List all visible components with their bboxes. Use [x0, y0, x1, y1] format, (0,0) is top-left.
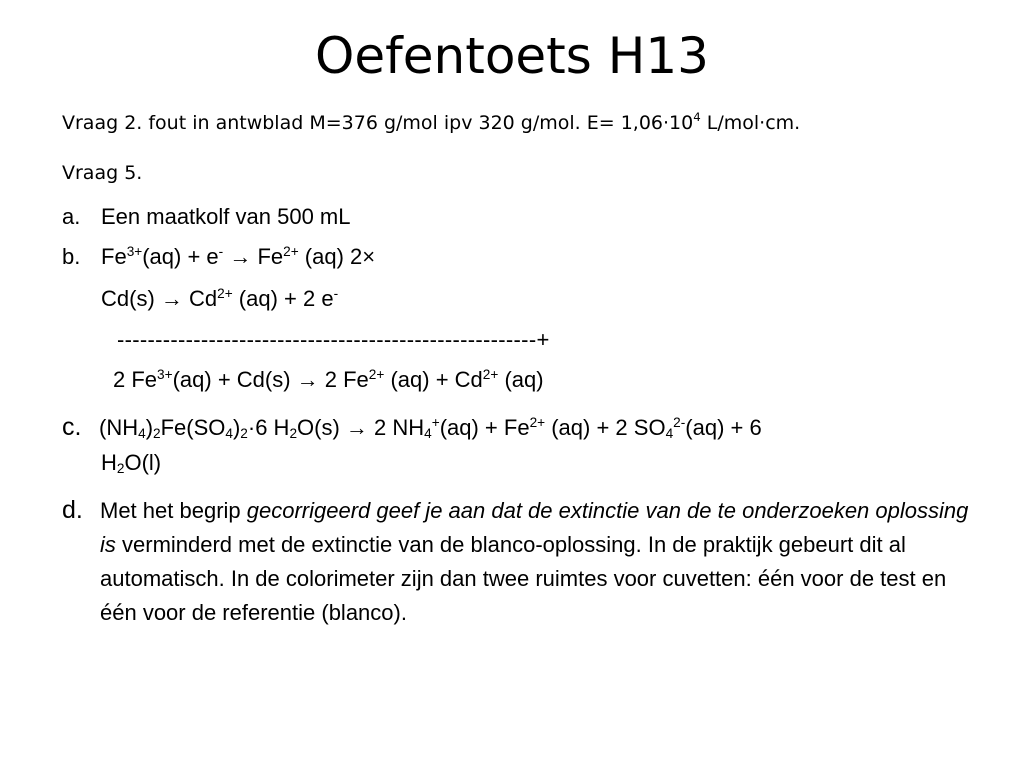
slide-title: Oefentoets H13: [315, 27, 709, 85]
answer-d-italic: gecorrigeerd geef je aan dat de extinctie van de te onderzoeken oplossing is: [100, 498, 969, 557]
overall-reaction: 2 $Fe^{3+}(aq) + Cd(s) \to 2$ $Fe^{2+}$ $(aq) + Cd^{2+}$ (aq): [113, 367, 544, 392]
half-reaction-iron: $Fe^{3+}(aq) + e^- \to Fe^{2+}$ (aq) 2×: [101, 244, 376, 269]
answer-b-marker: b.: [62, 244, 81, 269]
dissolution-equation: $(NH_4)_2Fe(SO_4)_2\cdot 6$ $H_2O(s) \to 2$ $NH_4^+(aq) + Fe^{2+}$ (aq) + 2 $SO_4^{2-}(aq) + 6$: [99, 415, 762, 441]
answer-d-marker: d.: [62, 496, 83, 524]
half-reaction-cadmium: $Cd(s) \to Cd^{2+}$ (aq) + 2 e-: [101, 286, 339, 311]
question-2-note: [62, 112, 800, 134]
question-5-heading: Vraag 5.: [62, 162, 143, 184]
q2-unit: L/mol·cm.: [700, 112, 801, 134]
addition-separator: -------------------------------------------------------+: [117, 327, 550, 352]
q2-exponent: 4: [693, 110, 701, 124]
answer-a-text: Een maatkolf van 500 mL: [101, 204, 351, 229]
dissolution-equation-continued: $H_2O(l)$: [101, 450, 162, 476]
answer-c-marker: c.: [62, 413, 82, 441]
answer-d-text: Met het begrip gecorrigeerd geef je aan dat de extinctie van de te onderzoeken oplossing is verminderd met de extinctie van de blanco-oplossing. In de praktijk gebeurt dit al automatisch. In de colorimeter zijn dan twee ruimtes voor cuvetten: één voor de test en één voor de referentie (blanco).: [100, 498, 969, 625]
answer-a-marker: a.: [62, 204, 81, 229]
q2-text: Vraag 2. fout in antwblad M=376 g/mol ipv 320 g/mol. E= 1,06·10: [62, 112, 694, 134]
